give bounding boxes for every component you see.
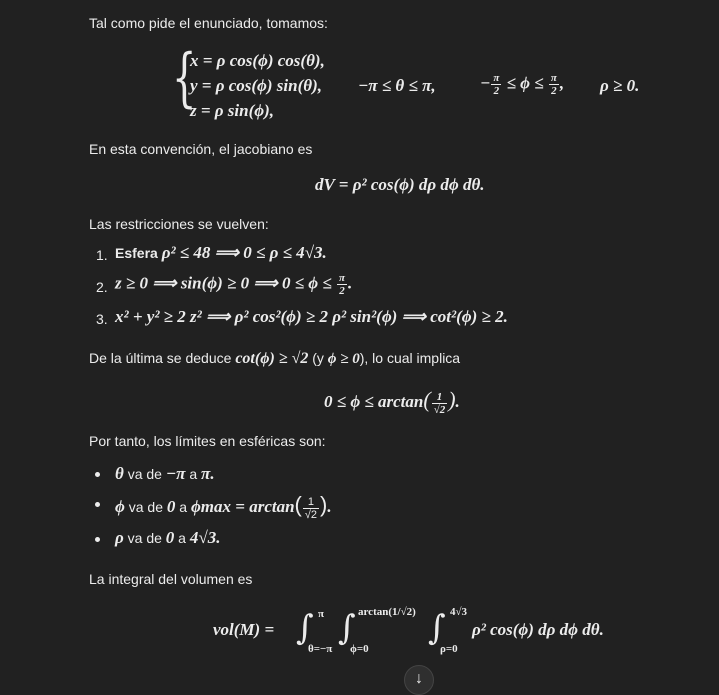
integrand: ρ² cos(ϕ) dρ dϕ dθ. [472,620,604,639]
phi-bound-equation: 0 ≤ ϕ ≤ arctan( $\frac{1}{√2}$ ). [324,387,460,416]
restriction-2: z ≥ 0 ⟹ sin(ϕ) ≥ 0 ⟹ 0 ≤ ϕ ≤ $\frac{\pi}{2}$ . [115,272,353,297]
equation-z: z = ρ sin(ϕ), [190,101,275,120]
phi-range: − $\frac{\pi}{2}$ ≤ ϕ ≤ $\frac{\pi}{2}$ , [480,72,565,97]
restrictions-text: Las restricciones se vuelven: [89,216,269,232]
convention-text: En esta convención, el jacobiano es [89,141,313,157]
restriction-2-number: 2. [96,279,108,295]
limits-text: Por tanto, los límites en esféricas son: [89,433,326,449]
phi-limit: ϕ va de 0 a ϕmax = arctan( $\frac{1}{√2}$ ). [115,492,332,521]
volume-text: La integral del volumen es [89,571,253,587]
restriction-3-number: 3. [96,311,108,327]
int2-lower: ϕ=0 [350,643,369,655]
int3-upper: 4√3 [450,606,468,618]
rho-range: ρ ≥ 0. [600,76,640,95]
int1-upper: π [318,608,325,620]
equation-x: x = ρ cos(ϕ) cos(θ), [190,51,325,70]
pi-over-two-fraction: $\frac{\pi}{2}$ [493,72,500,97]
equation-y: y = ρ cos(ϕ) sin(θ), [190,76,322,95]
restriction-1-math: ρ² ≤ 48 ⟹ 0 ≤ ρ ≤ 4√3. [161,243,327,262]
bullet-dot [95,502,100,507]
left-brace: { [172,41,197,115]
cot-inequality: cot(ϕ) ≥ √2 [235,350,309,367]
integral-sign-3: ∫ [428,608,446,648]
scroll-down-button[interactable] [404,665,434,695]
restriction-3: x² + y² ≥ 2 z² ⟹ ρ² cos²(ϕ) ≥ 2 ρ² sin²(ϕ) ⟹ cot²(ϕ) ≥ 2. [115,307,508,326]
esfera-label: Esfera [115,245,158,261]
restriction-1-number: 1. [96,247,108,263]
bullet-dot [95,537,100,542]
arrow-down-icon: ↓ [415,670,423,687]
bullet-dot [95,472,100,477]
int2-upper: arctan(1/√2) [358,606,416,618]
rho-limit: ρ va de 0 a 4√3. [115,528,221,547]
intro-text: Tal como pide el enunciado, tomamos: [89,15,328,31]
int3-lower: ρ=0 [440,643,458,655]
theta-range: −π ≤ θ ≤ π, [358,76,436,95]
integral-sign-2: ∫ [338,608,356,648]
integral-sign-1: ∫ [296,608,314,648]
deduce-text: De la última se deduce cot(ϕ) ≥ √2 (y ϕ ≥ 0), lo cual implica [89,350,461,367]
theta-limit: θ va de −π a π. [115,464,215,483]
int1-lower: θ=−π [308,643,333,655]
volume-lhs: vol(M) = [213,620,275,639]
jacobian-equation: dV = ρ² cos(ϕ) dρ dϕ dθ. [315,175,485,194]
restriction-1 [115,243,327,263]
